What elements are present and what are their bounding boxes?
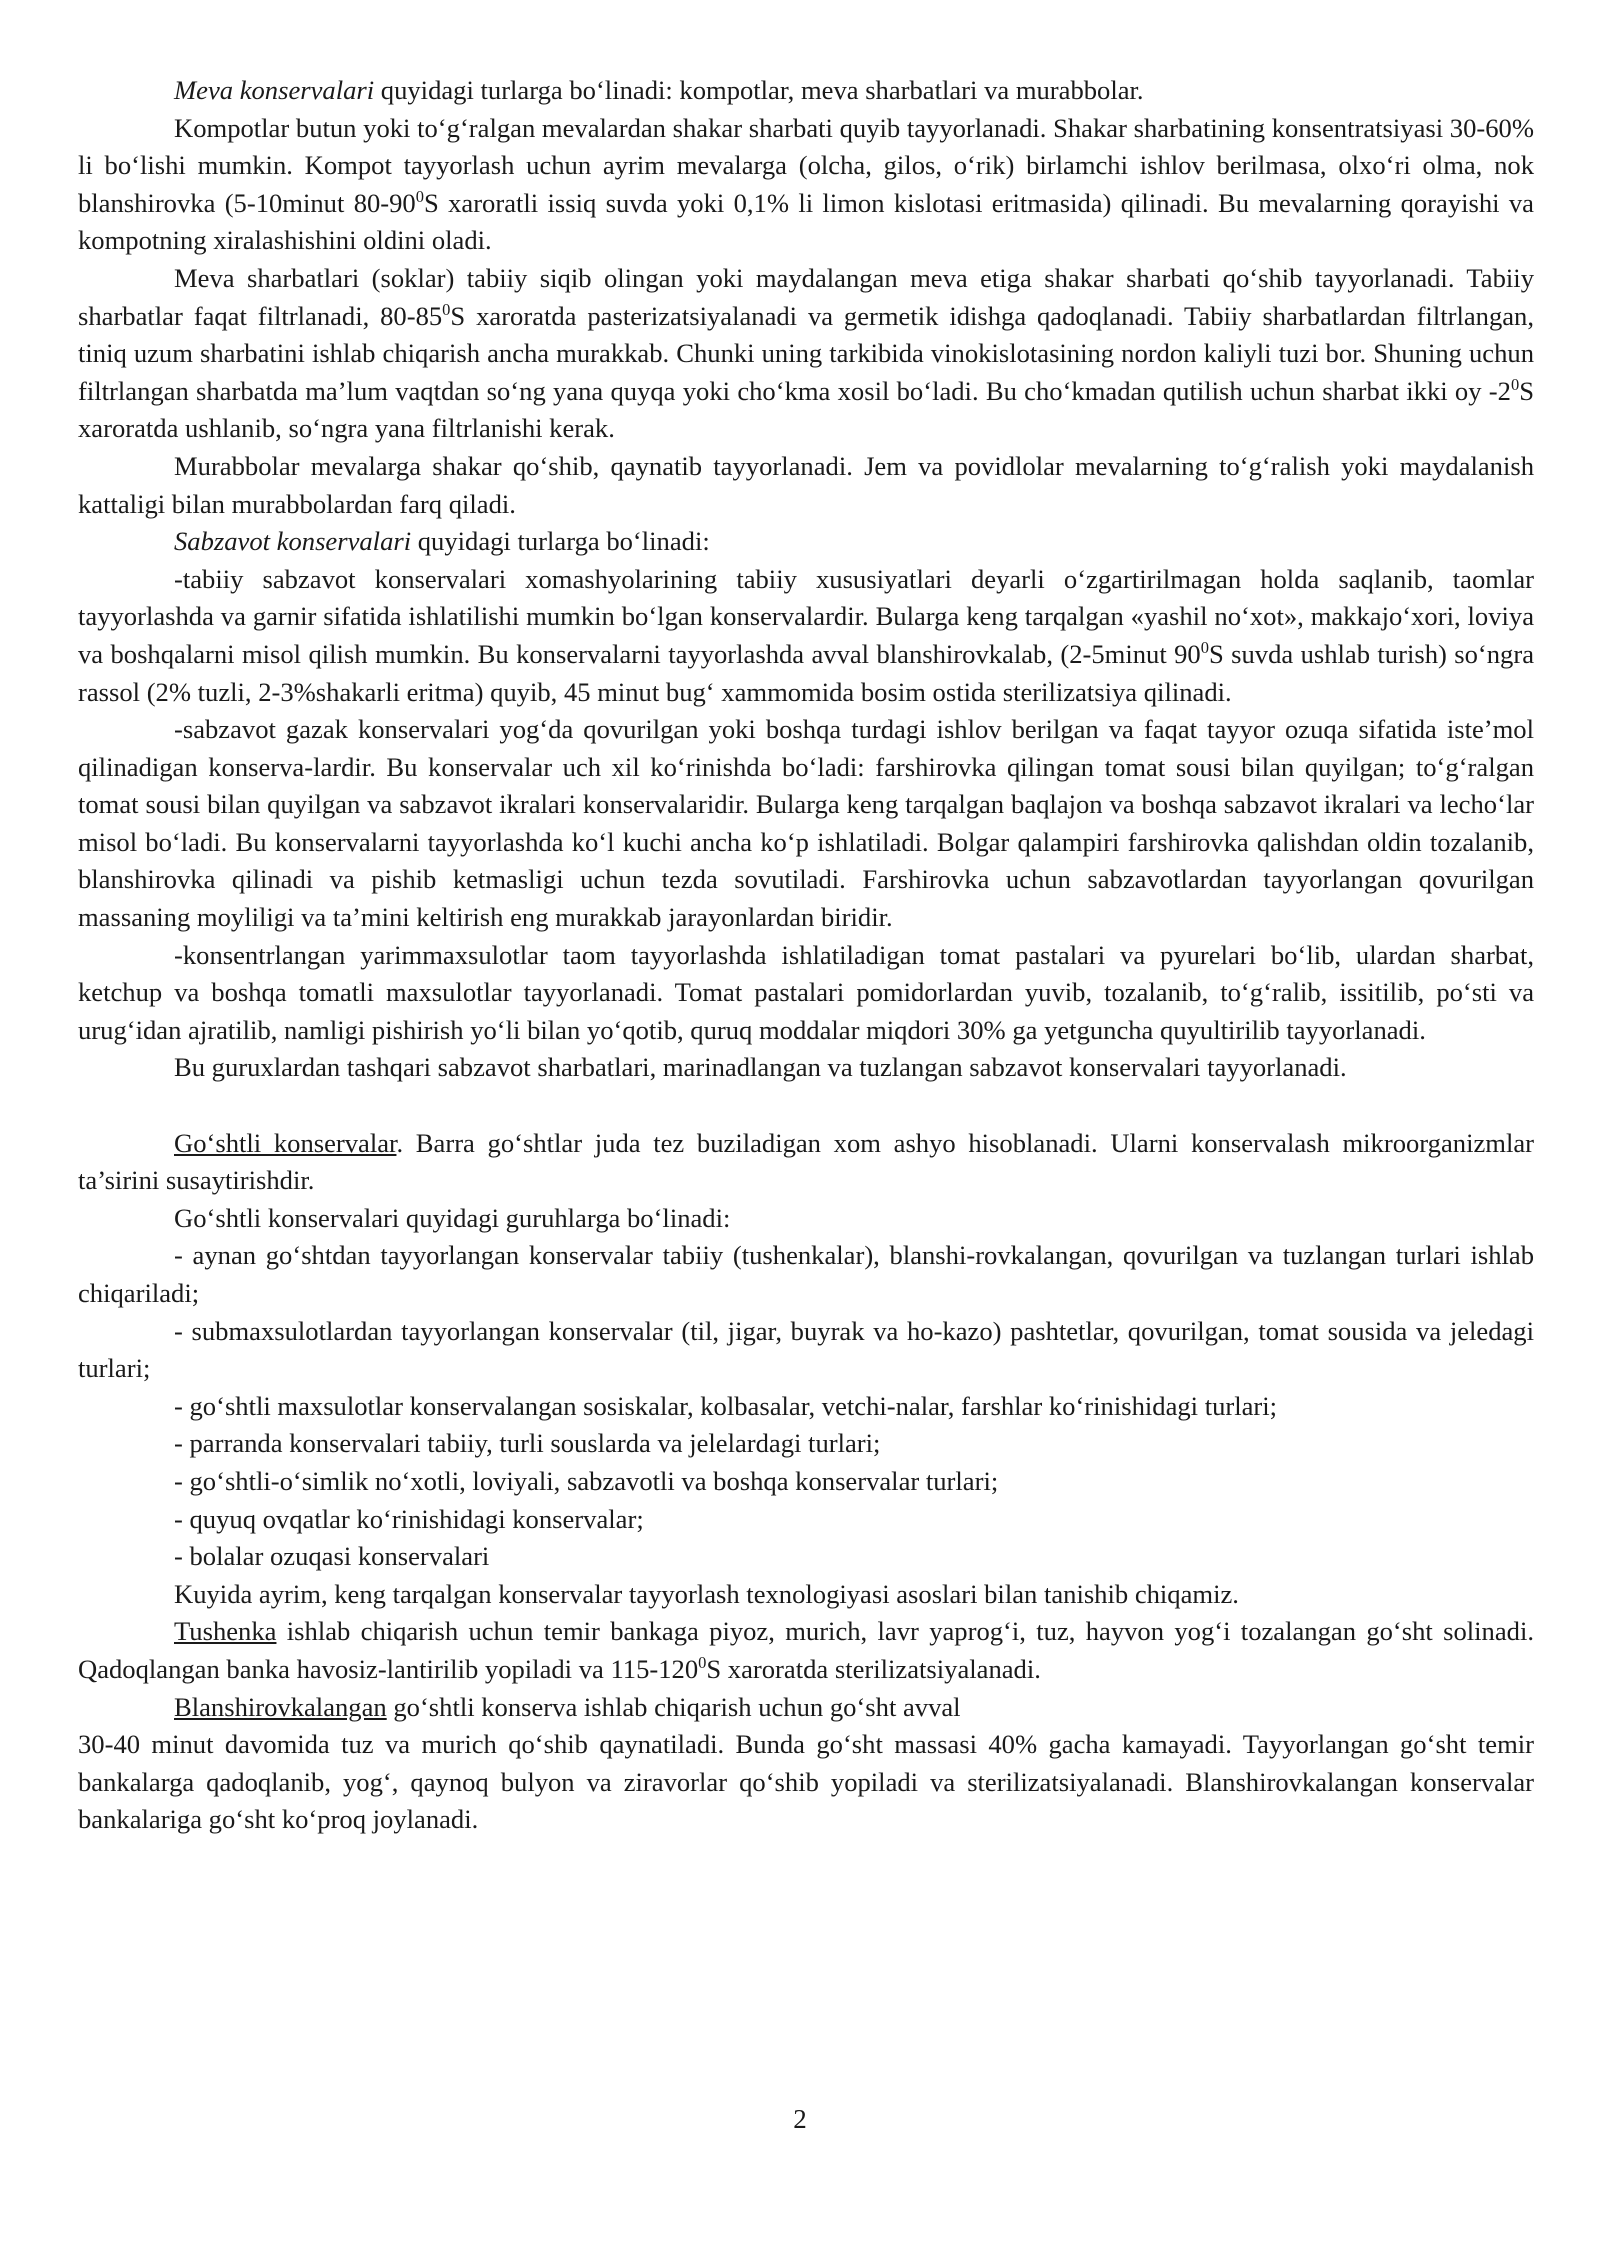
paragraph-p08 bbox=[78, 937, 1534, 1050]
emphasized-term: Tushenka bbox=[174, 1616, 277, 1647]
text-run: ishlab chiqarish uchun temir bankaga piyoz, murich, lavr yaprog‘i, tuz, hayvon yog‘i tozalangan go‘sht solinadi. Qadoqlangan banka havosiz-lantirilib yopiladi va 115-120 bbox=[78, 1616, 1534, 1684]
degree-superscript: 0 bbox=[442, 299, 451, 319]
paragraph-p21 bbox=[78, 1689, 1534, 1727]
emphasized-term: Blanshirovkalangan bbox=[174, 1691, 387, 1722]
paragraph-p13 bbox=[78, 1313, 1534, 1388]
text-run: quyidagi turlarga bo‘linadi: bbox=[411, 526, 710, 557]
paragraph-p15 bbox=[78, 1425, 1534, 1463]
paragraph-p12 bbox=[78, 1237, 1534, 1312]
text-run: 30-40 minut davomida tuz va murich qo‘shib qaynatiladi. Bunda go‘sht massasi 40% gacha kamayadi. Tayyorlangan go‘sht temir bankalarga qadoqlanib, yog‘, qaynoq bulyon va ziravorlar qo‘shib yopiladi va sterilizatsiyalanadi. Blanshirovkalangan konservalar bankalariga go‘sht ko‘proq joylanadi. bbox=[78, 1729, 1534, 1835]
text-run: quyidagi turlarga bo‘linadi: kompotlar, meva sharbatlari va murabbolar. bbox=[374, 75, 1144, 105]
page-number: 2 bbox=[793, 2104, 807, 2134]
paragraph-p01 bbox=[78, 72, 1534, 110]
paragraph-p05 bbox=[78, 523, 1534, 561]
text-run: S xaroratda pasterizatsiyalanadi va germetik idishga qadoqlanadi. Tabiiy sharbatlardan filtrlangan, tiniq uzum sharbatini ishlab chiqarish ancha murakkab. Chunki uning tarkibida vinokislotasining nordon kaliyli tuzi bor. Shuning uchun filtrlangan sharbatda ma’lum vaqtdan so‘ng yana quyqa yoki cho‘kma xosil bo‘ladi. Bu cho‘kmadan qutilish uchun sharbat ikki oy -2 bbox=[78, 300, 1534, 406]
paragraph-p11 bbox=[78, 1200, 1534, 1238]
text-run: go‘shtli konserva ishlab chiqarish uchun go‘sht avval bbox=[386, 1691, 961, 1722]
paragraph-p14 bbox=[78, 1388, 1534, 1426]
text-run: - aynan go‘shtdan tayyorlangan konservalar tabiiy (tushenkalar), blanshi-rovkalangan, qovurilgan va tuzlangan turlari ishlab chiqariladi; bbox=[78, 1240, 1534, 1308]
text-run: Meva sharbatlari (soklar) tabiiy siqib olingan yoki maydalangan meva etiga shakar sharbati qo‘shib tayyorlanadi. Tabiiy sharbatlar faqat filtrlanadi, 80-85 bbox=[78, 262, 1534, 331]
text-run: - bolalar ozuqasi konservalari bbox=[174, 1541, 490, 1572]
text-run: - quyuq ovqatlar ko‘rinishidagi konservalar; bbox=[174, 1503, 644, 1534]
text-run: Bu guruxlardan tashqari sabzavot sharbatlari, marinadlangan va tuzlangan sabzavot konservalari tayyorlanadi. bbox=[174, 1052, 1347, 1083]
text-run: - submaxsulotlardan tayyorlangan konservalar (til, jigar, buyrak va ho-kazo) pashtetlar, qovurilgan, tomat sousida va jeledagi turlari; bbox=[78, 1315, 1534, 1384]
paragraph-p18 bbox=[78, 1538, 1534, 1576]
text-run: Kuyida ayrim, keng tarqalgan konservalar tayyorlash texnologiyasi asoslari bilan tanishib chiqamiz. bbox=[174, 1578, 1239, 1609]
paragraph-p16 bbox=[78, 1463, 1534, 1501]
text-run: -tabiiy sabzavot konservalari xomashyolarining tabiiy xususiyatlari deyarli o‘zgartirilmagan holda saqlanib, taomlar tayyorlashda va garnir sifatida ishlatilishi mumkin bo‘lgan konservalardir. Bularga keng tarqalgan «yashil no‘xot», makkajo‘xori, loviya va boshqalarni misol qilish mumkin. Bu konservalarni tayyorlashda avval blanshirovkalab, (2-5minut 90 bbox=[78, 563, 1534, 669]
text-run: . Barra go‘shtlar juda tez buziladigan xom ashyo hisoblanadi. Ularni konservalash mikroorganizmlar ta’sirini susaytirishdir. bbox=[78, 1127, 1534, 1196]
degree-superscript: 0 bbox=[1200, 638, 1209, 658]
degree-superscript: 0 bbox=[1510, 374, 1520, 394]
text-run: S suvda ushlab turish) so‘ngra rassol (2% tuzli, 2-3%shakarli eritma) quyib, 45 minut bug‘ xammomida bosim ostida sterilizatsiya qilinadi. bbox=[78, 638, 1534, 707]
paragraph-p09 bbox=[78, 1049, 1534, 1087]
paragraph-p04 bbox=[78, 448, 1534, 523]
text-run: S xaroratda sterilizatsiyalanadi. bbox=[706, 1653, 1041, 1684]
paragraph-p07 bbox=[78, 711, 1534, 937]
paragraph-p20 bbox=[78, 1613, 1534, 1688]
degree-superscript: 0 bbox=[415, 186, 424, 206]
paragraph-p03 bbox=[78, 260, 1534, 448]
emphasized-term: Meva konservalari bbox=[174, 75, 375, 105]
blank-line bbox=[78, 1087, 1534, 1125]
paragraph-p06 bbox=[78, 561, 1534, 711]
text-run: Kompotlar butun yoki to‘g‘ralgan mevalardan shakar sharbati quyib tayyorlanadi. Shakar sharbatining konsentratsiyasi 30-60% li bo‘lishi mumkin. Kompot tayyorlash uchun ayrim mevalarga (olcha, gilos, o‘rik) birlamchi ishlov berilmasa, olxo‘ri olma, nok blanshirovka (5-10minut 80-90 bbox=[78, 112, 1534, 218]
text-run: S xaroratli issiq suvda yoki 0,1% li limon kislotasi eritmasida) qilinadi. Bu mevalarning qorayishi va kompotning xiralashishini oldini oladi. bbox=[78, 187, 1534, 256]
text-run: Murabbolar mevalarga shakar qo‘shib, qaynatib tayyorlanadi. Jem va povidlolar mevalarning to‘g‘ralish yoki maydalanish kattaligi bilan murabbolardan farq qiladi. bbox=[78, 450, 1534, 519]
paragraph-p19 bbox=[78, 1576, 1534, 1614]
document-body bbox=[78, 72, 1534, 1839]
paragraph-p10 bbox=[78, 1125, 1534, 1200]
text-run: S xaroratda ushlanib, so‘ngra yana filtrlanishi kerak. bbox=[78, 375, 1534, 444]
paragraph-p02 bbox=[78, 110, 1534, 260]
text-run: - go‘shtli maxsulotlar konservalangan sosiskalar, kolbasalar, vetchi-nalar, farshlar ko‘rinishidagi turlari; bbox=[174, 1390, 1278, 1421]
text-run: - go‘shtli-o‘simlik no‘xotli, loviyali, sabzavotli va boshqa konservalar turlari; bbox=[174, 1465, 999, 1496]
text-run: Go‘shtli konservalari quyidagi guruhlarga bo‘linadi: bbox=[174, 1202, 731, 1233]
paragraph-p17 bbox=[78, 1501, 1534, 1539]
text-run: -sabzavot gazak konservalari yog‘da qovurilgan yoki boshqa turdagi ishlov berilgan va faqat tayyor ozuqa sifatida iste’mol qilinadigan konserva-lardir. Bu konservalar uch xil ko‘rinishda bo‘ladi: farshirovka qilingan tomat sousi bilan quyilgan; to‘g‘ralgan tomat sousi bilan quyilgan va sabzavot ikralari konservalaridir. Bularga keng tarqalgan baqlajon va boshqa sabzavot ikralari va lecho‘lar misol bo‘ladi. Bu konservalarni tayyorlashda ko‘l kuchi ancha ko‘p ishlatiladi. Bolgar qalampiri farshirovka qalishdan oldin tozalanib, blanshirovka qilinadi va pishib ketmasligi uchun tezda sovutiladi. Farshirovka uchun sabzavotlardan tayyorlangan qovurilgan massaning moyliligi va ta’mini keltirish eng murakkab jarayonlardan biridir. bbox=[78, 714, 1534, 933]
emphasized-term: Sabzavot konservalari bbox=[174, 526, 412, 557]
emphasized-term: Go‘shtli konservalar bbox=[174, 1127, 397, 1158]
degree-superscript: 0 bbox=[698, 1653, 707, 1673]
paragraph-p22 bbox=[78, 1726, 1534, 1839]
text-run: -konsentrlangan yarimmaxsulotlar taom tayyorlashda ishlatiladigan tomat pastalari va pyurelari bo‘lib, ulardan sharbat, ketchup va boshqa tomatli maxsulotlar tayyorlanadi. Tomat pastalari pomidorlardan yuvib, tozalanib, to‘g‘ralib, issitilib, po‘sti va urug‘idan ajratilib, namligi pishirish yo‘li bilan yo‘qotib, quruq moddalar miqdori 30% ga yetguncha quyultirilib tayyorlanadi. bbox=[78, 939, 1534, 1045]
text-run: - parranda konservalari tabiiy, turli souslarda va jelelardagi turlari; bbox=[174, 1428, 881, 1459]
